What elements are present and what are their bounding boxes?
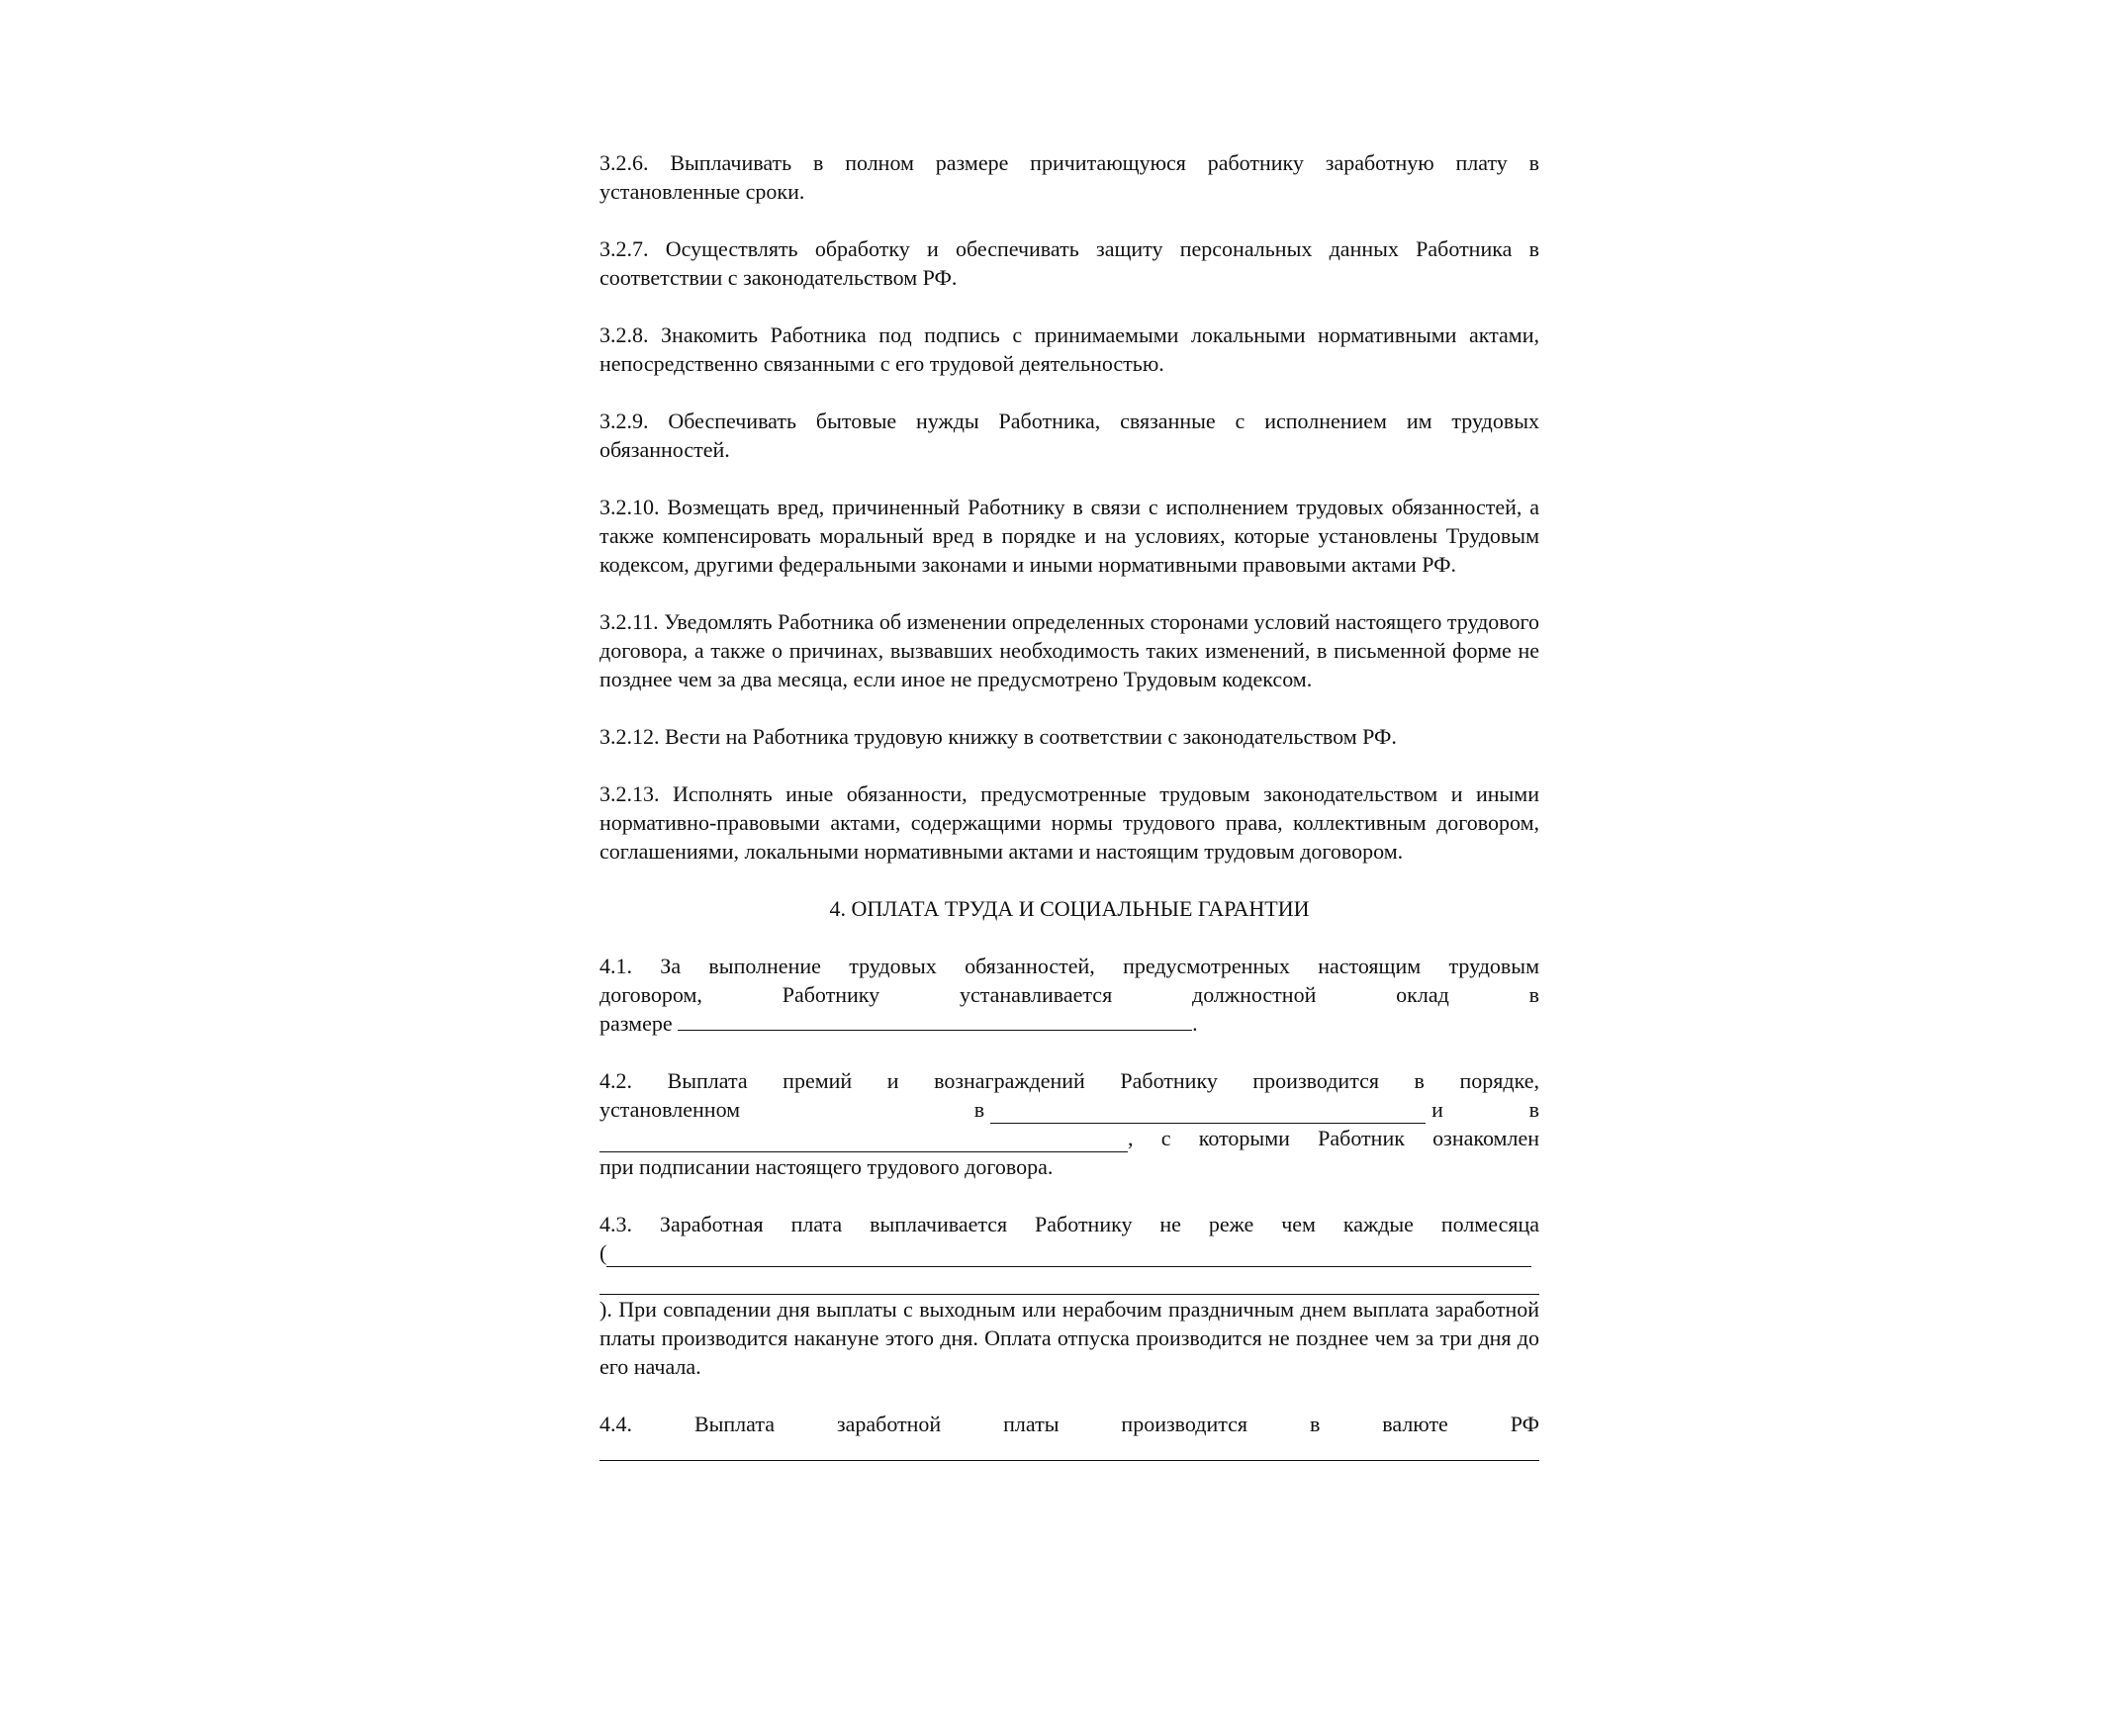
payment-dates-blank-1[interactable]	[606, 1246, 1531, 1267]
clause-4-1-size-label: размере	[600, 1011, 673, 1036]
clause-3-2-9: 3.2.9. Обеспечивать бытовые нужды Работника, связанные с исполнением им трудовых обязанностей.	[600, 409, 1539, 462]
clause-3-2-11: 3.2.11. Уведомлять Работника об изменении определенных сторонами условий настоящего трудового договора, а также о причинах, вызвавших необходимость таких изменений, в письменной форме не позднее чем за два месяца, если иное не предусмотрено Трудовым кодексом.	[600, 609, 1539, 691]
bonus-document-blank-1[interactable]	[990, 1103, 1426, 1124]
clause-4-4-line-1: 4.4. Выплата заработной платы производится в валюте РФ	[600, 1412, 1539, 1436]
salary-amount-blank[interactable]	[678, 1010, 1192, 1031]
clause-4-2-line-3	[600, 1124, 1539, 1152]
clause-4-1-period: .	[1192, 1011, 1198, 1036]
clause-4-2-in-label: в	[973, 1097, 985, 1122]
clause-3-2-13: 3.2.13. Исполнять иные обязанности, предусмотренные трудовым законодательством и иными нормативно-правовыми актами, содержащими нормы трудового права, коллективным договором, соглашениями, локальными нормативными актами и настоящим трудовым договором.	[600, 781, 1539, 864]
clause-4-2	[600, 1066, 1539, 1181]
clause-3-2-7: 3.2.7. Осуществлять обработку и обеспечивать защиту персональных данных Работника в соответствии с законодательством РФ.	[600, 236, 1539, 290]
clause-4-3-rest: ). При совпадении дня выплаты с выходным или нерабочим праздничным днем выплата заработной платы производится накануне этого дня. Оплата отпуска производится не позднее чем за три дня до его начала.	[600, 1297, 1539, 1379]
clause-4-1-line-2: договором, Работнику устанавливается должностной оклад в	[600, 982, 1539, 1007]
clause-3-2-8: 3.2.8. Знакомить Работника под подпись с принимаемыми локальными нормативными актами, непосредственно связанными с его трудовой деятельностью.	[600, 322, 1539, 376]
clause-4-3-line-2	[600, 1238, 1539, 1267]
currency-details-blank[interactable]	[600, 1438, 1539, 1461]
clause-4-2-and-label: и	[1431, 1097, 1443, 1122]
clause-4-1-line-1: 4.1. За выполнение трудовых обязанностей, предусмотренных настоящим трудовым	[600, 954, 1539, 978]
clause-4-3-line-1: 4.3. Заработная плата выплачивается Работнику не реже чем каждые полмесяца	[600, 1212, 1539, 1236]
clause-4-2-line-4: при подписании настоящего трудового договора.	[600, 1154, 1054, 1179]
clause-4-2-line-1: 4.2. Выплата премий и вознаграждений Работнику производится в порядке,	[600, 1068, 1539, 1093]
clause-3-2-12: 3.2.12. Вести на Работника трудовую книжку в соответствии с законодательством РФ.	[600, 724, 1397, 749]
payment-dates-blank-2[interactable]	[600, 1267, 1539, 1295]
clause-4-4	[600, 1410, 1539, 1461]
bonus-document-blank-2[interactable]	[600, 1132, 1128, 1152]
section-4-heading: 4. ОПЛАТА ТРУДА И СОЦИАЛЬНЫЕ ГАРАНТИИ	[829, 896, 1310, 921]
clause-4-1-line-3	[600, 1009, 1539, 1038]
clause-4-2-acquainted-text: , с которыми Работник ознакомлен	[1128, 1126, 1539, 1150]
clause-4-1	[600, 952, 1539, 1038]
clause-4-2-in-group	[974, 1095, 1443, 1124]
clause-4-3-open-paren: (	[600, 1240, 607, 1265]
clause-3-2-6: 3.2.6. Выплачивать в полном размере причитающуюся работнику заработную плату в установленные сроки.	[600, 150, 1539, 204]
clause-4-2-line-2	[600, 1095, 1539, 1124]
clause-4-2-in-label-2: в	[1528, 1097, 1539, 1122]
document-page	[600, 148, 1539, 1490]
clause-4-3	[600, 1210, 1539, 1381]
clause-3-2-10: 3.2.10. Возмещать вред, причиненный Работнику в связи с исполнением трудовых обязанностей, а также компенсировать моральный вред в порядке и на условиях, которые установлены Трудовым кодексом, другими федеральными законами и иными нормативными правовыми актами РФ.	[600, 495, 1539, 577]
clause-4-2-established-label: установленном	[600, 1097, 741, 1122]
